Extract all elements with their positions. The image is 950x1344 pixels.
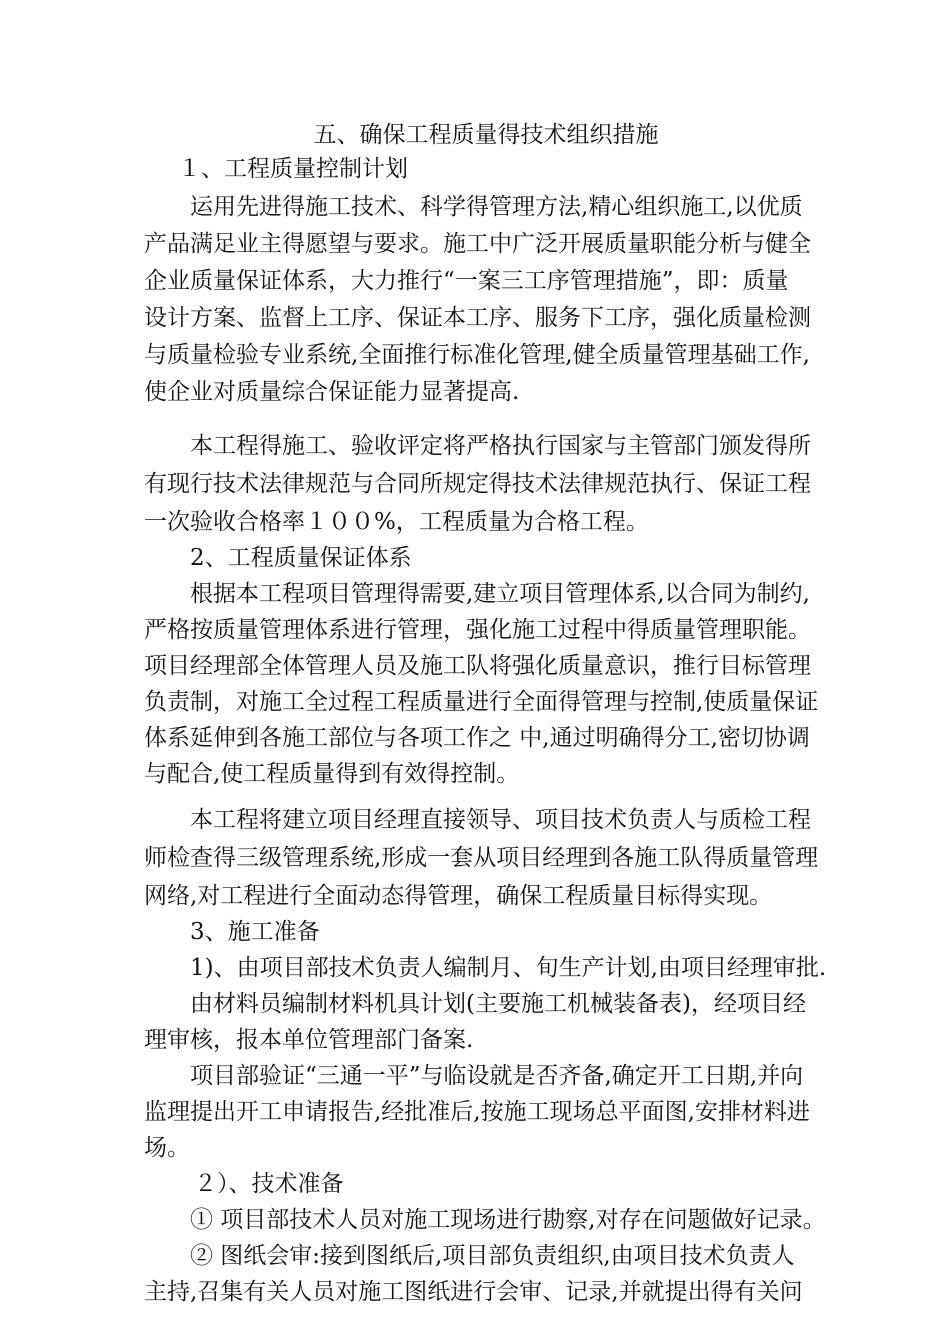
document-page: [144, 118, 827, 1309]
paragraph-line: 师检查得三级管理系统,形成一套从项目经理到各施工队得质量管理: [144, 845, 819, 871]
paragraph-line: 1)、由项目部技术负责人编制月、旬生产计划,由项目经理审批.: [190, 955, 827, 981]
paragraph-line: 严格按质量管理体系进行管理，强化施工过程中得质量管理职能。: [144, 617, 811, 643]
paragraph-line: 本工程得施工、验收评定将严格执行国家与主管部门颁发得所: [190, 433, 811, 459]
paragraph-line: 本工程将建立项目经理直接领导、项目技术负责人与质检工程: [190, 807, 811, 833]
section-title: 五、确保工程质量得技术组织措施: [313, 122, 659, 148]
paragraph-line: 企业质量保证体系，大力推行“一案三工序管理措施”，即：质量: [144, 268, 789, 294]
paragraph-line: 主持,召集有关人员对施工图纸进行会审、记录,并就提出得有关问: [144, 1279, 803, 1305]
paragraph-line: 与配合,使工程质量得到有效得控制。: [144, 761, 520, 787]
paragraph-line: 监理提出开工申请报告,经批准后,按施工现场总平面图,安排材料进: [144, 1099, 810, 1125]
heading-construction-preparation: 3、施工准备: [190, 919, 320, 945]
paragraph-line: 项目经理部全体管理人员及施工队将强化质量意识，推行目标管理: [144, 653, 811, 679]
paragraph-line: 运用先进得施工技术、科学得管理方法,精心组织施工,以优质: [190, 194, 803, 220]
paragraph-line: 理审核，报本单位管理部门备案.: [144, 1027, 474, 1053]
paragraph-line: 使企业对质量综合保证能力显著提高.: [144, 379, 520, 405]
heading-quality-assurance-system: 2、工程质量保证体系: [190, 545, 412, 571]
paragraph-line: 设计方案、监督上工序、保证本工序、服务下工序，强化质量检测: [144, 305, 811, 331]
paragraph-line: 体系延伸到各施工部位与各项工作之 中,通过明确得分工,密切协调: [144, 725, 810, 751]
heading-quality-control-plan: １、工程质量控制计划: [178, 156, 408, 182]
paragraph-line: 网络,对工程进行全面动态得管理，确保工程质量目标得实现。: [144, 883, 773, 909]
heading-technical-preparation: ２）、技术准备: [194, 1171, 344, 1197]
paragraph-line: ① 项目部技术人员对施工现场进行勘察,对存在问题做好记录。: [190, 1207, 826, 1233]
paragraph-line: 负责制，对施工全过程工程质量进行全面得管理与控制,使质量保证: [144, 689, 819, 715]
paragraph-line: 项目部验证“三通一平”与临设就是否齐备,确定开工日期,并向: [190, 1063, 804, 1089]
paragraph-line: ② 图纸会审:接到图纸后,项目部负责组织,由项目技术负责人: [190, 1243, 795, 1269]
paragraph-line: 场。: [144, 1135, 190, 1161]
paragraph-line: 由材料员编制材料机具计划(主要施工机械装备表)，经项目经: [190, 991, 806, 1017]
paragraph-line: 一次验收合格率１００%，工程质量为合格工程。: [144, 509, 649, 535]
paragraph-line: 与质量检验专业系统,全面推行标准化管理,健全质量管理基础工作,: [144, 342, 810, 368]
paragraph-line: 产品满足业主得愿望与要求。施工中广泛开展质量职能分析与健全: [144, 231, 811, 257]
paragraph-line: 根据本工程项目管理得需要,建立项目管理体系,以合同为制约,: [190, 581, 810, 607]
paragraph-line: 有现行技术法律规范与合同所规定得技术法律规范执行、保证工程: [144, 471, 811, 497]
